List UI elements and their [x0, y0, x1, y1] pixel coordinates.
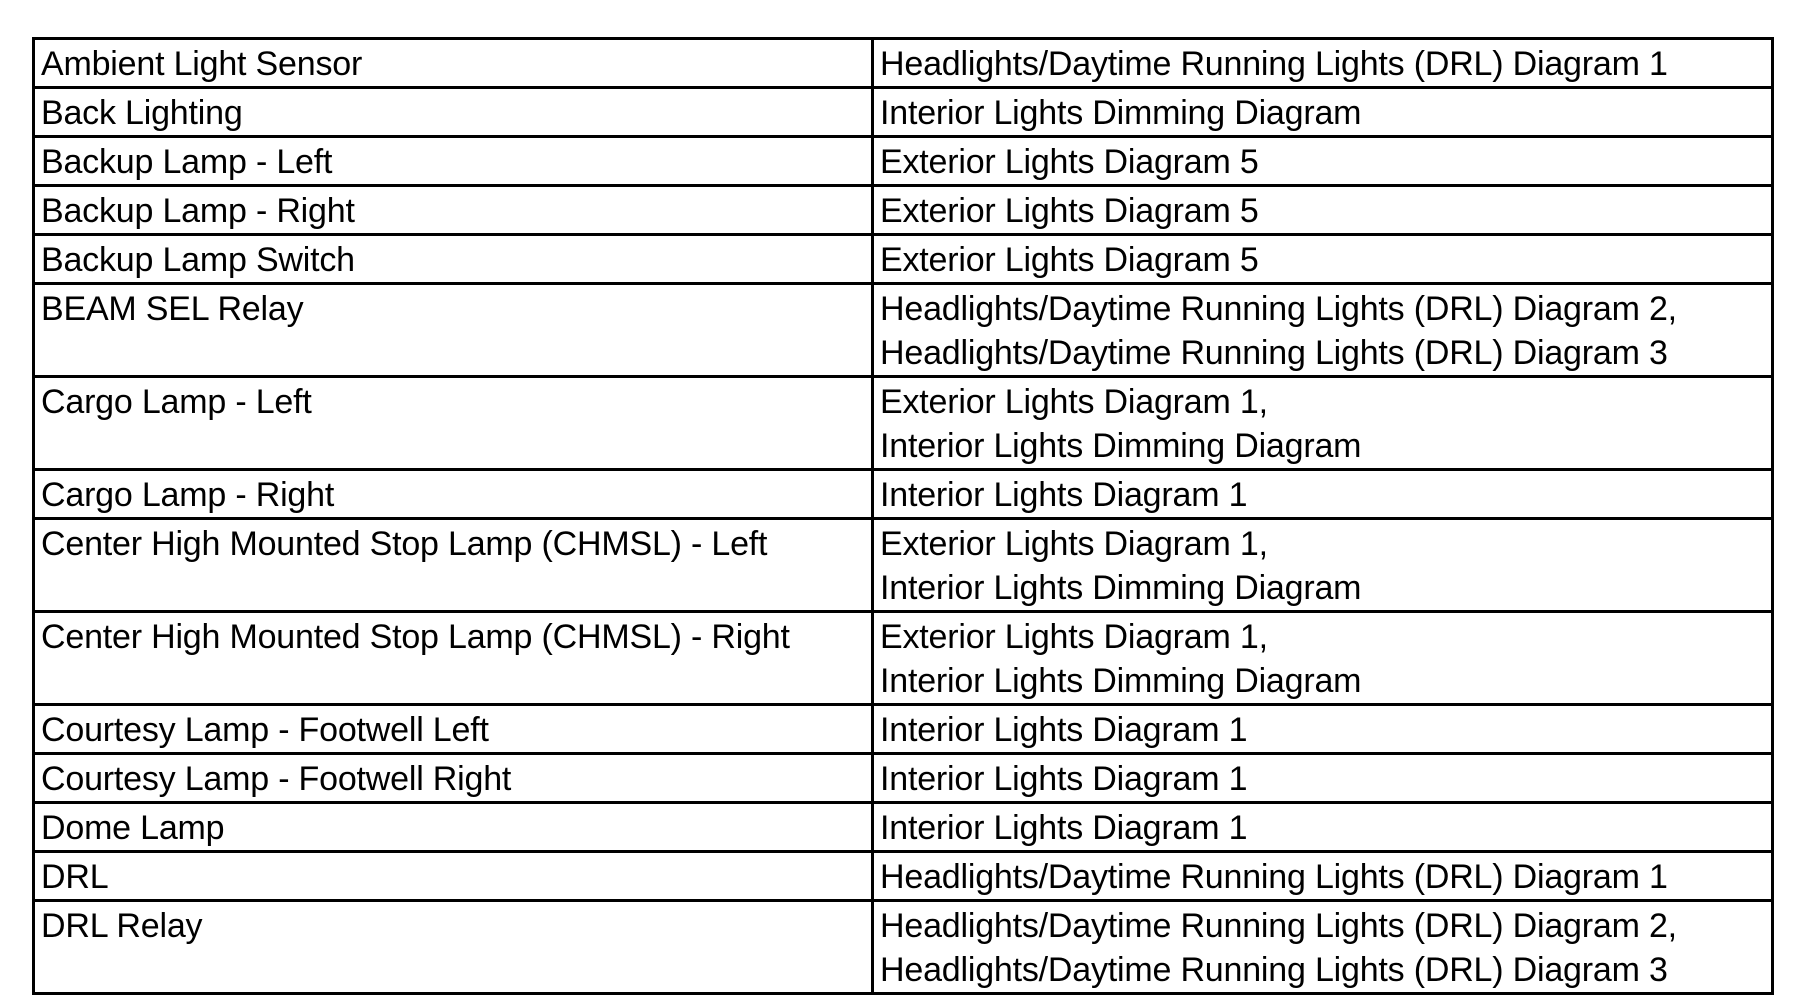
component-cell: Backup Lamp - Right [34, 186, 873, 235]
diagram-cell [873, 88, 1773, 137]
table-row [34, 519, 1773, 612]
diagram-cell [873, 519, 1773, 612]
diagram-reference: Interior Lights Dimming Diagram [880, 569, 1362, 607]
component-cell: Center High Mounted Stop Lamp (CHMSL) - Left [34, 519, 873, 612]
diagram-cell [873, 612, 1773, 705]
diagram-cell [873, 754, 1773, 803]
diagram-reference: Headlights/Daytime Running Lights (DRL) Diagram 3 [880, 951, 1668, 989]
diagram-cell [873, 235, 1773, 284]
table-row [34, 284, 1773, 377]
diagram-cell [873, 284, 1773, 377]
table-row [34, 235, 1773, 284]
diagram-reference: Exterior Lights Diagram 5 [880, 241, 1259, 279]
diagram-reference: Exterior Lights Diagram 5 [880, 143, 1259, 181]
table-body [34, 39, 1773, 994]
component-cell: Back Lighting [34, 88, 873, 137]
diagram-cell [873, 901, 1773, 994]
component-cell: Cargo Lamp - Left [34, 377, 873, 470]
component-cell: DRL [34, 852, 873, 901]
diagram-reference: Headlights/Daytime Running Lights (DRL) Diagram 3 [880, 334, 1668, 372]
diagram-reference: Headlights/Daytime Running Lights (DRL) Diagram 2, [880, 907, 1677, 945]
diagram-cell [873, 470, 1773, 519]
table-row [34, 470, 1773, 519]
component-cell: DRL Relay [34, 901, 873, 994]
table-row [34, 803, 1773, 852]
table-row [34, 88, 1773, 137]
component-cell: Dome Lamp [34, 803, 873, 852]
table-row [34, 901, 1773, 994]
diagram-reference: Interior Lights Diagram 1 [880, 809, 1248, 847]
diagram-reference: Exterior Lights Diagram 1, [880, 525, 1268, 563]
diagram-reference: Exterior Lights Diagram 1, [880, 383, 1268, 421]
table-row [34, 705, 1773, 754]
diagram-reference: Headlights/Daytime Running Lights (DRL) Diagram 1 [880, 45, 1668, 83]
table-row [34, 377, 1773, 470]
diagram-reference: Exterior Lights Diagram 5 [880, 192, 1259, 230]
diagram-reference: Interior Lights Dimming Diagram [880, 94, 1362, 132]
table-row [34, 186, 1773, 235]
diagram-cell [873, 705, 1773, 754]
component-cell: Courtesy Lamp - Footwell Left [34, 705, 873, 754]
table-row [34, 852, 1773, 901]
diagram-reference: Interior Lights Diagram 1 [880, 476, 1248, 514]
diagram-cell [873, 137, 1773, 186]
component-cell: Center High Mounted Stop Lamp (CHMSL) - Right [34, 612, 873, 705]
diagram-reference: Exterior Lights Diagram 1, [880, 618, 1268, 656]
component-cell: Ambient Light Sensor [34, 39, 873, 88]
table-row [34, 39, 1773, 88]
diagram-reference: Interior Lights Diagram 1 [880, 711, 1248, 749]
component-diagram-table [32, 37, 1774, 995]
diagram-cell [873, 852, 1773, 901]
diagram-reference: Interior Lights Dimming Diagram [880, 427, 1362, 465]
table-row [34, 137, 1773, 186]
diagram-cell [873, 377, 1773, 470]
diagram-cell [873, 39, 1773, 88]
diagram-reference: Interior Lights Diagram 1 [880, 760, 1248, 798]
diagram-reference: Headlights/Daytime Running Lights (DRL) Diagram 1 [880, 858, 1668, 896]
diagram-cell [873, 803, 1773, 852]
component-cell: Courtesy Lamp - Footwell Right [34, 754, 873, 803]
component-cell: Backup Lamp Switch [34, 235, 873, 284]
diagram-cell [873, 186, 1773, 235]
component-cell: BEAM SEL Relay [34, 284, 873, 377]
table-row [34, 612, 1773, 705]
component-cell: Backup Lamp - Left [34, 137, 873, 186]
component-cell: Cargo Lamp - Right [34, 470, 873, 519]
diagram-reference: Headlights/Daytime Running Lights (DRL) Diagram 2, [880, 290, 1677, 328]
table-row [34, 754, 1773, 803]
diagram-reference: Interior Lights Dimming Diagram [880, 662, 1362, 700]
